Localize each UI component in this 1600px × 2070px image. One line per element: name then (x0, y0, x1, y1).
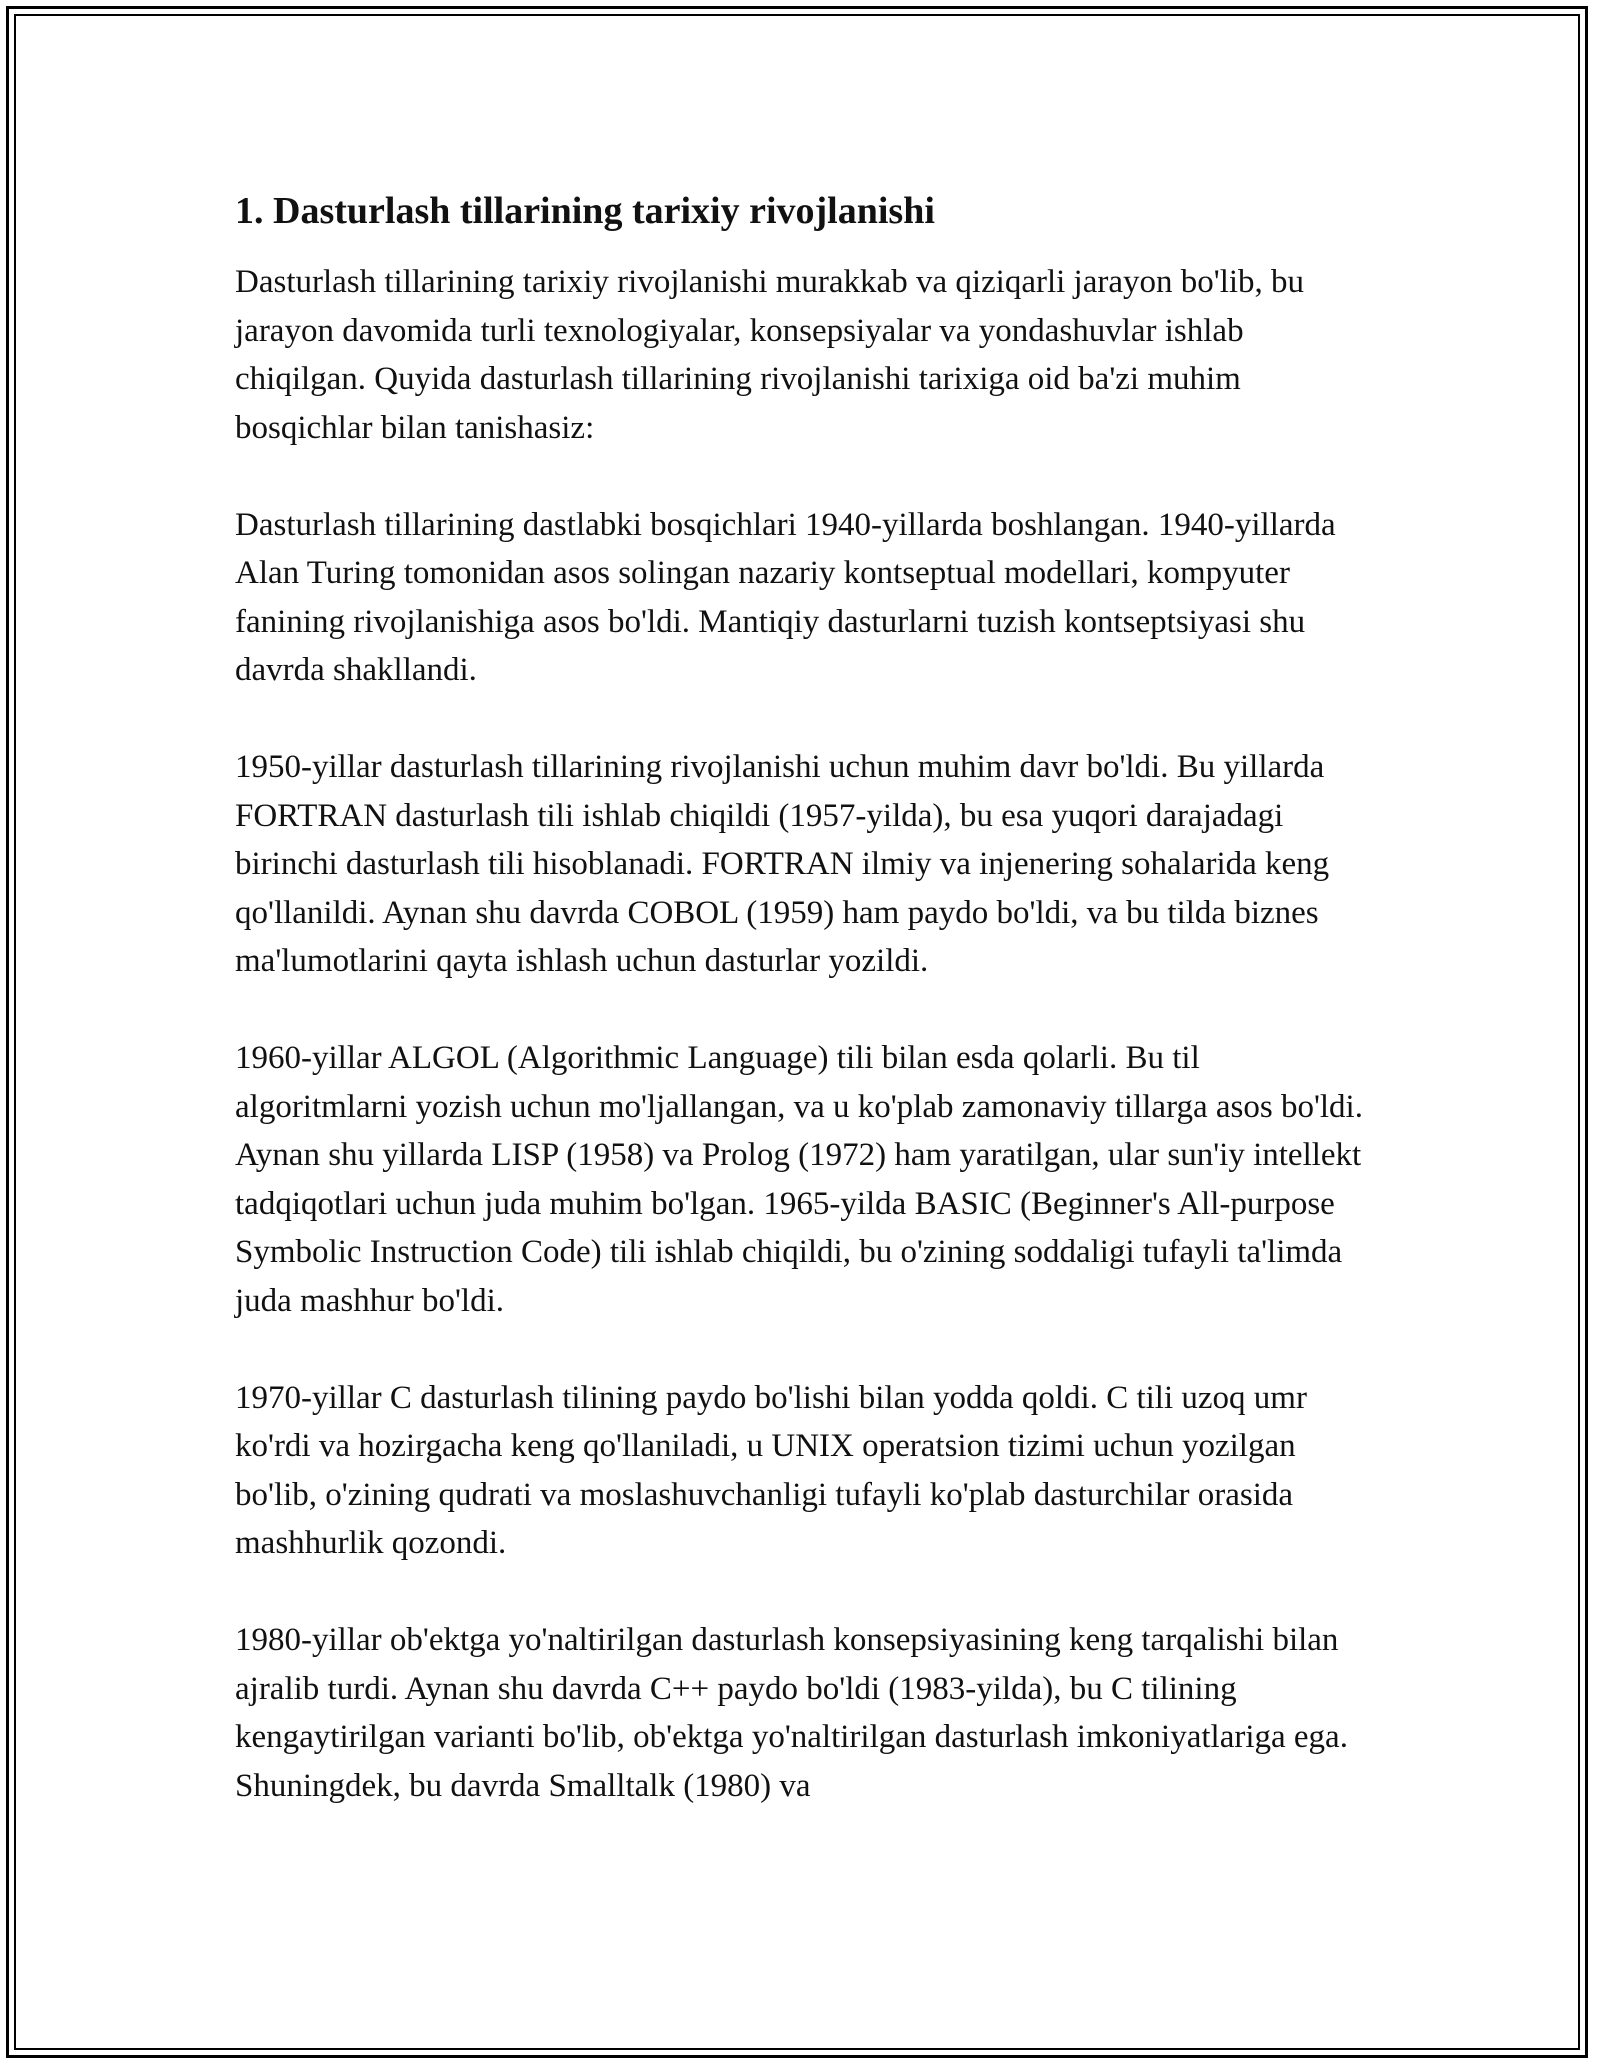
paragraph-1950s: 1950-yillar dasturlash tillarining rivojlanishi uchun muhim davr bo'ldi. Bu yillarda FORTRAN dasturlash tili ishlab chiqildi (1957-yilda), bu esa yuqori darajadagi birinchi dasturlash tili hisoblanadi. FORTRAN ilmiy va injenering sohalarida keng qo'llanildi. Aynan shu davrda COBOL (1959) ham paydo bo'ldi, va bu tilda biznes ma'lumotlarini qayta ishlash uchun dasturlar yozildi. (235, 749, 1330, 979)
paragraph-intro: Dasturlash tillarining tarixiy rivojlanishi murakkab va qiziqarli jarayon bo'lib, bu jarayon davomida turli texnologiyalar, konsepsiyalar va yondashuvlar ishlab chiqilgan. Quyida dasturlash tillarining rivojlanishi tarixiga oid ba'zi muhim bosqichlar bilan tanishasiz: (235, 264, 1305, 446)
document-body (235, 186, 1375, 1859)
paragraph-1970s: 1970-yillar C dasturlash tilining paydo bo'lishi bilan yodda qoldi. C tili uzoq umr ko'rdi va hozirgacha keng qo'llaniladi, u UNIX operatsion tizimi uchun yozilgan bo'lib, o'zining qudrati va moslashuvchanligi tufayli ko'plab dasturchilar orasida mashhurlik qozondi. (235, 1379, 1307, 1561)
paragraph-1940s: Dasturlash tillarining dastlabki bosqichlari 1940-yillarda boshlangan. 1940-yillarda Alan Turing tomonidan asos solingan nazariy kontseptual modellari, kompyuter fanining rivojlanishiga asos bo'ldi. Mantiqiy dasturlarni tuzish kontseptsiyasi shu davrda shakllandi. (235, 506, 1336, 688)
paragraph-1980s: 1980-yillar ob'ektga yo'naltirilgan dasturlash konsepsiyasining keng tarqalishi bilan ajralib turdi. Aynan shu davrda C++ paydo bo'ldi (1983-yilda), bu C tilining kengaytirilgan varianti bo'lib, ob'ektga yo'naltirilgan dasturlash imkoniyatlariga ega. Shuningdek, bu davrda Smalltalk (1980) va (235, 1622, 1348, 1804)
paragraph-1960s: 1960-yillar ALGOL (Algorithmic Language) tili bilan esda qolarli. Bu til algoritmlarni yozish uchun mo'ljallangan, va u ko'plab zamonaviy tillarga asos bo'ldi. Aynan shu yillarda LISP (1958) va Prolog (1972) ham yaratilgan, ular sun'iy intellekt tadqiqotlari uchun juda muhim bo'lgan. 1965-yilda BASIC (Beginner's All-purpose Symbolic Instruction Code) tili ishlab chiqildi, bu o'zining soddaligi tufayli ta'limda juda mashhur bo'ldi. (235, 1040, 1363, 1319)
section-heading: 1. Dasturlash tillarining tarixiy rivojlanishi (235, 190, 935, 232)
